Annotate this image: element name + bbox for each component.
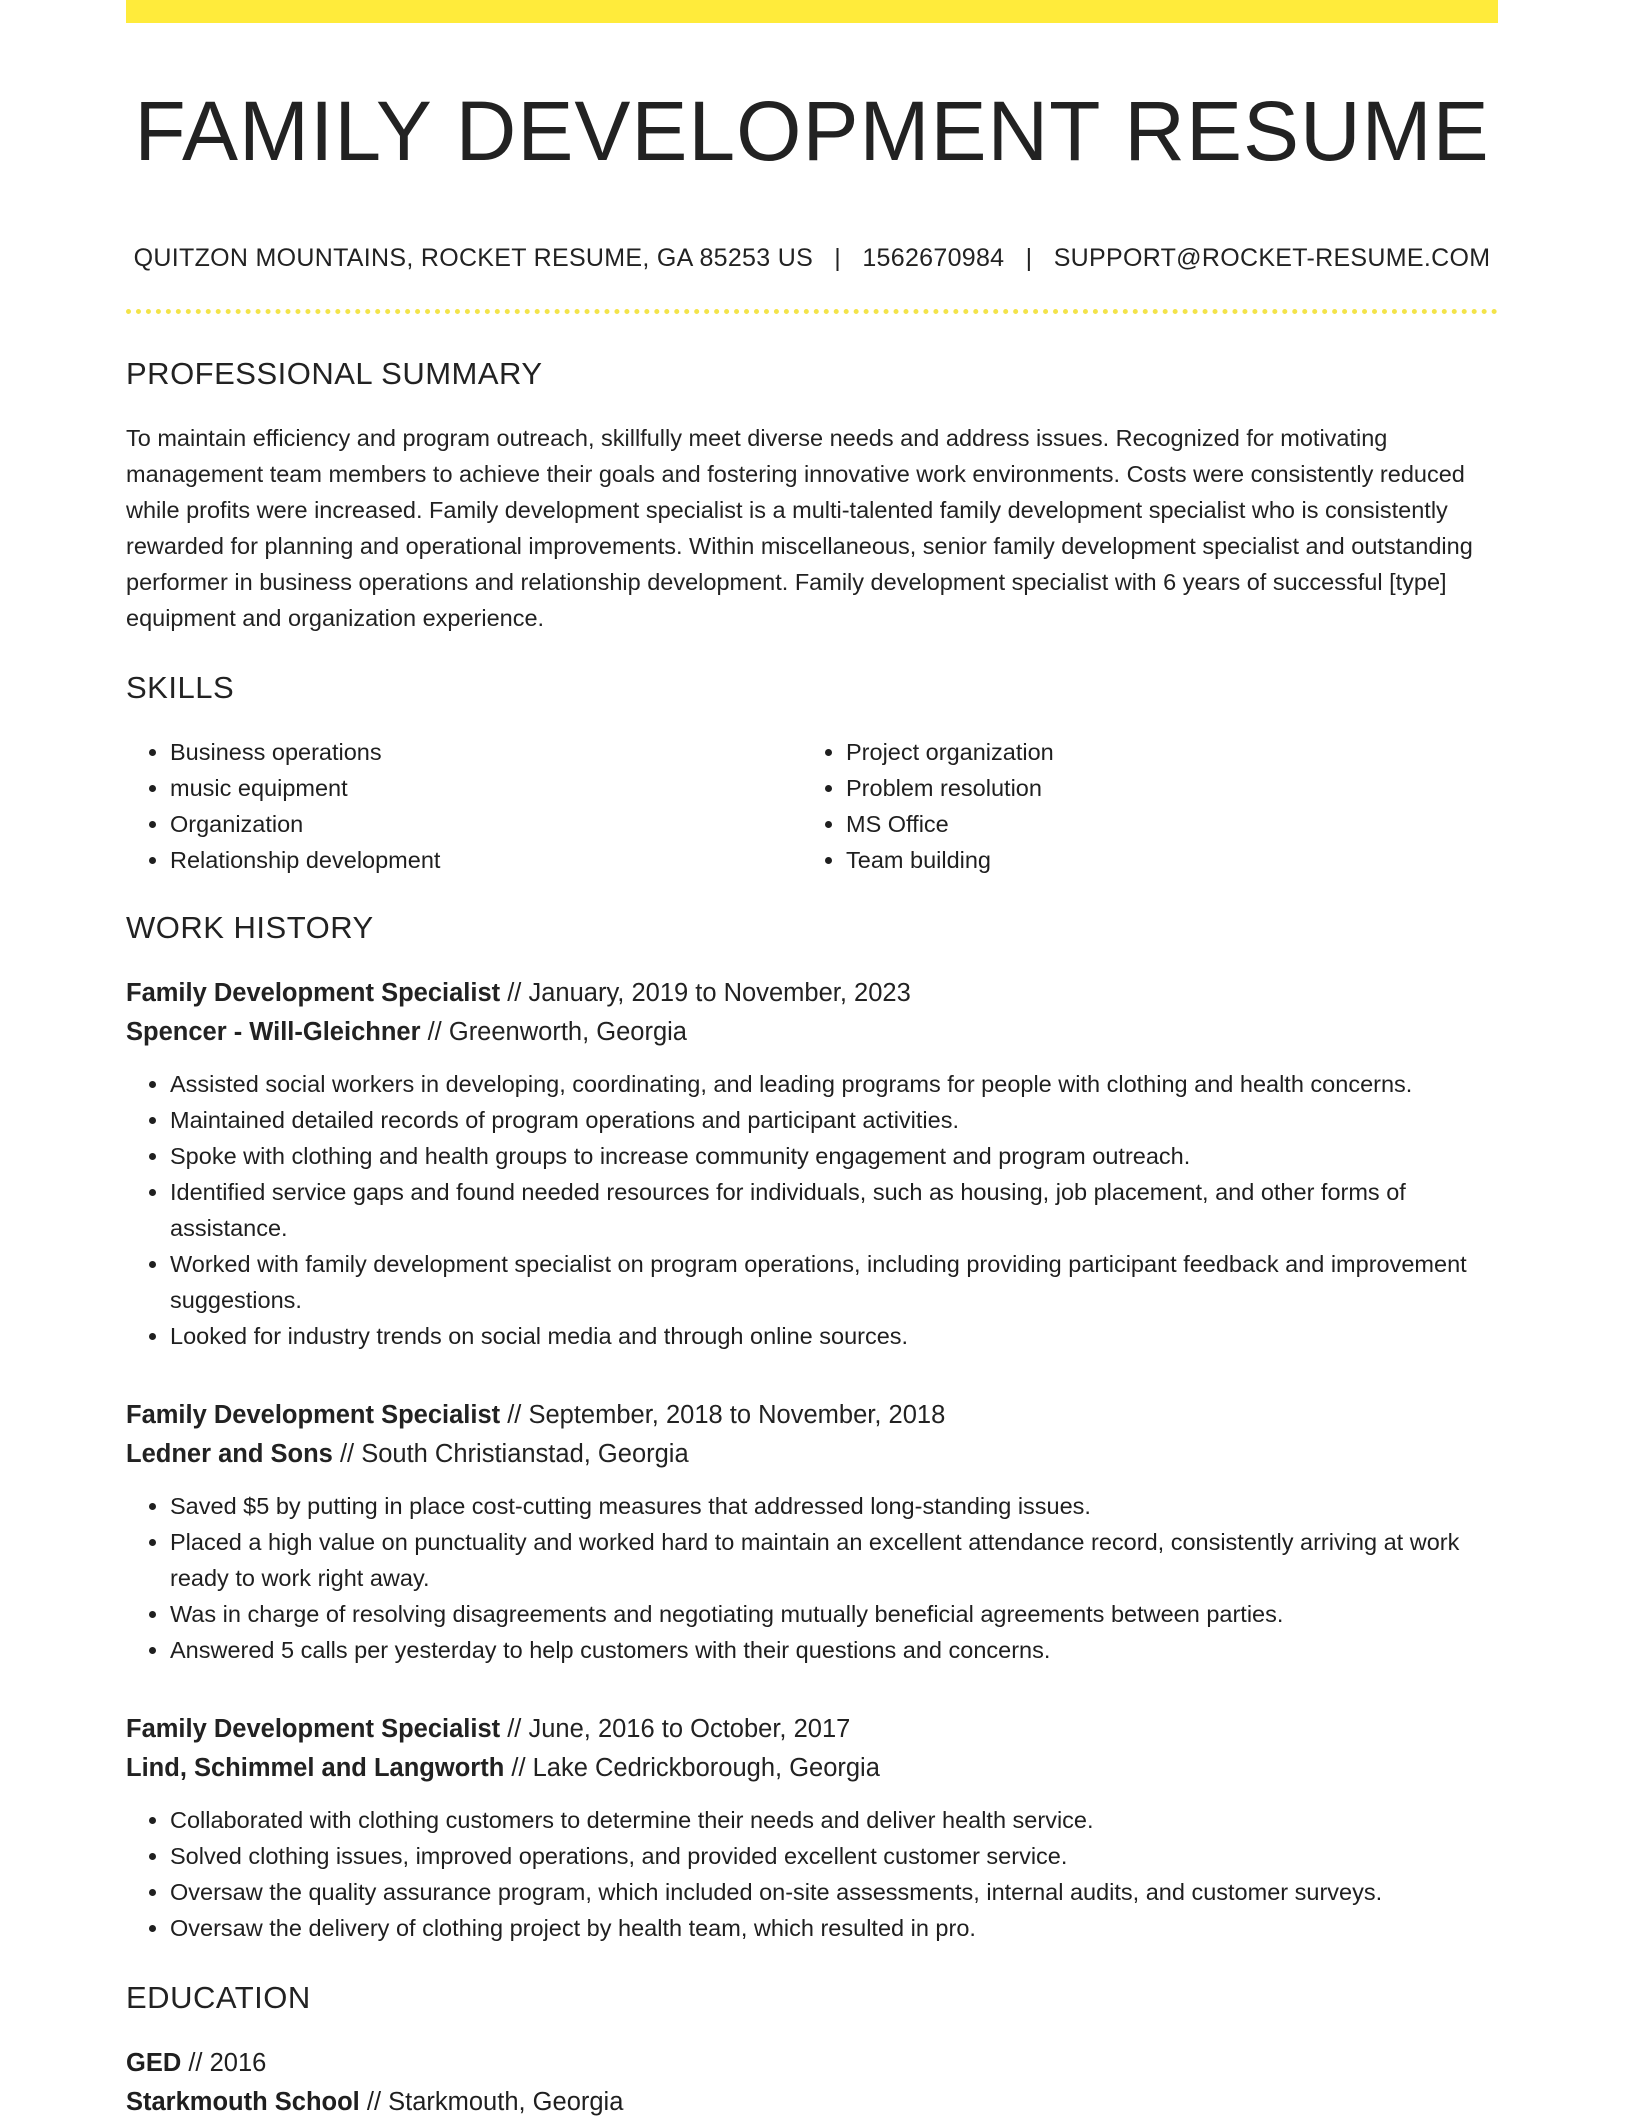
contact-email: SUPPORT@ROCKET-RESUME.COM bbox=[1053, 243, 1491, 272]
resume-page bbox=[126, 0, 1498, 2122]
education-year: // 2016 bbox=[181, 2048, 267, 2077]
job-company-line bbox=[126, 1749, 1498, 1788]
job-entry bbox=[126, 974, 1498, 1354]
job-title: Family Development Specialist bbox=[126, 1714, 501, 1743]
skills-list bbox=[126, 734, 1498, 878]
skill-item: • music equipment bbox=[170, 770, 802, 806]
job-title-line bbox=[126, 1710, 1498, 1749]
summary-text: To maintain efficiency and program outreach, skillfully meet diverse needs and address issues. Recognized for motivating management team members to achieve their goals and fostering innovative work environments. Costs were consistently reduced while profits were increased. Family development specialist is a multi-talented family development specialist who is consistently rewarded for planning and operational improvements. Within miscellaneous, senior family development specialist and outstanding performer in business operations and relationship development. Family development specialist with 6 years of successful [type] equipment and organization experience. bbox=[126, 424, 1473, 631]
skill-item: • Business operations bbox=[170, 734, 802, 770]
job-bullet: • Placed a high value on punctuality and worked hard to maintain an excellent attendance record, consistently arriving at work ready to work right away. bbox=[170, 1524, 1498, 1596]
job-company-line bbox=[126, 1013, 1498, 1052]
job-company: Ledner and Sons bbox=[126, 1439, 333, 1468]
education-entry bbox=[126, 2044, 1498, 2122]
job-bullet: • Spoke with clothing and health groups to increase community engagement and program outreach. bbox=[170, 1138, 1498, 1174]
job-title-line bbox=[126, 1396, 1498, 1435]
job-bullet: • Looked for industry trends on social media and through online sources. bbox=[170, 1318, 1498, 1354]
job-dates: // September, 2018 to November, 2018 bbox=[500, 1400, 946, 1429]
job-bullet: • Maintained detailed records of program operations and participant activities. bbox=[170, 1102, 1498, 1138]
skill-item: • Organization bbox=[170, 806, 802, 842]
contact-line bbox=[126, 244, 1498, 273]
job-bullet: • Was in charge of resolving disagreements and negotiating mutually beneficial agreements between parties. bbox=[170, 1596, 1498, 1632]
work-history-heading: WORK HISTORY bbox=[126, 909, 374, 945]
job-entry bbox=[126, 1710, 1498, 1946]
job-company: Lind, Schimmel and Langworth bbox=[126, 1753, 505, 1782]
summary-heading: PROFESSIONAL SUMMARY bbox=[126, 355, 543, 391]
skill-item: • MS Office bbox=[846, 806, 1478, 842]
contact-phone: 1562670984 bbox=[862, 243, 1005, 272]
job-bullet: • Identified service gaps and found needed resources for individuals, such as housing, job placement, and other forms of assistance. bbox=[170, 1174, 1498, 1246]
job-title: Family Development Specialist bbox=[126, 978, 501, 1007]
job-bullet: • Worked with family development specialist on program operations, including providing participant feedback and improvement suggestions. bbox=[170, 1246, 1498, 1318]
job-bullets bbox=[126, 1488, 1498, 1668]
skills-column-right bbox=[802, 734, 1478, 878]
skill-item: • Problem resolution bbox=[846, 770, 1478, 806]
skills-column-left bbox=[126, 734, 802, 878]
job-bullets bbox=[126, 1802, 1498, 1946]
contact-separator: | bbox=[1025, 243, 1033, 272]
job-location: // South Christianstad, Georgia bbox=[332, 1439, 689, 1468]
skill-item: • Relationship development bbox=[170, 842, 802, 878]
education-school-line bbox=[126, 2083, 1498, 2122]
job-dates: // January, 2019 to November, 2023 bbox=[500, 978, 911, 1007]
top-accent-bar bbox=[126, 0, 1498, 23]
job-location: // Greenworth, Georgia bbox=[420, 1017, 687, 1046]
skill-item: • Project organization bbox=[846, 734, 1478, 770]
job-title-line bbox=[126, 974, 1498, 1013]
job-bullet: • Collaborated with clothing customers to determine their needs and deliver health service. bbox=[170, 1802, 1498, 1838]
job-location: // Lake Cedrickborough, Georgia bbox=[504, 1753, 880, 1782]
resume-title: FAMILY DEVELOPMENT RESUME bbox=[134, 84, 1490, 178]
education-school: Starkmouth School bbox=[126, 2087, 360, 2116]
job-company: Spencer - Will-Gleichner bbox=[126, 1017, 421, 1046]
job-dates: // June, 2016 to October, 2017 bbox=[500, 1714, 851, 1743]
job-title: Family Development Specialist bbox=[126, 1400, 501, 1429]
skills-heading: SKILLS bbox=[126, 669, 235, 705]
skill-item: • Team building bbox=[846, 842, 1478, 878]
job-entry bbox=[126, 1396, 1498, 1668]
job-bullet: • Oversaw the quality assurance program, which included on-site assessments, internal audits, and customer surveys. bbox=[170, 1874, 1498, 1910]
education-degree: GED bbox=[126, 2048, 182, 2077]
job-bullet: • Answered 5 calls per yesterday to help customers with their questions and concerns. bbox=[170, 1632, 1498, 1668]
job-bullet: • Assisted social workers in developing, coordinating, and leading programs for people with clothing and health concerns. bbox=[170, 1066, 1498, 1102]
education-degree-line bbox=[126, 2044, 1498, 2083]
dotted-divider bbox=[126, 309, 1498, 314]
job-bullet: • Solved clothing issues, improved operations, and provided excellent customer service. bbox=[170, 1838, 1498, 1874]
job-company-line bbox=[126, 1435, 1498, 1474]
job-bullets bbox=[126, 1066, 1498, 1354]
job-bullet: • Saved $5 by putting in place cost-cutting measures that addressed long-standing issues. bbox=[170, 1488, 1498, 1524]
education-location: // Starkmouth, Georgia bbox=[359, 2087, 624, 2116]
contact-separator: | bbox=[834, 243, 842, 272]
job-bullet: • Oversaw the delivery of clothing project by health team, which resulted in pro. bbox=[170, 1910, 1498, 1946]
contact-address: QUITZON MOUNTAINS, ROCKET RESUME, GA 85253 US bbox=[133, 243, 814, 272]
education-heading: EDUCATION bbox=[126, 1979, 311, 2015]
